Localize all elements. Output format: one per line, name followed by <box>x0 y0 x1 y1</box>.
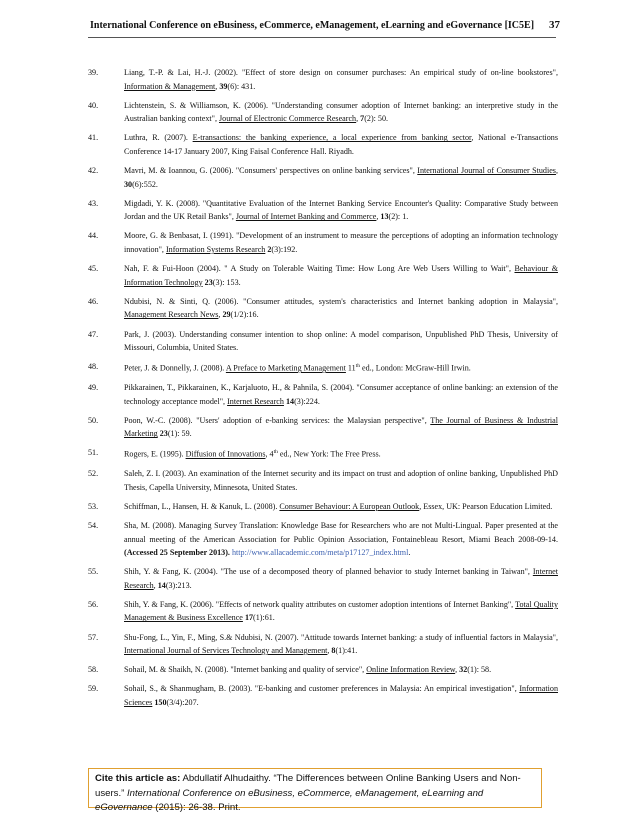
reference-list <box>88 66 558 715</box>
reference-number: 39. <box>88 68 99 77</box>
reference-item: 43. Migdadi, Y. K. (2008). "Quantitative Evaluation of the Internet Banking Service Encounter's Quality: Comparative Study between Jordan and the UK Retail Banks", Journal of Internet Banking and Commerce, 13(2): 1. <box>88 198 558 222</box>
citation-box <box>88 768 542 813</box>
citation-venue: International Conference on eBusiness, eCommerce, eManagement, eLearning and eGovernance <box>95 787 484 813</box>
reference-item: 46. Ndubisi, N. & Sinti, Q. (2006). "Consumer attitudes, system's characteristics and Internet banking adoption in Malaysia", Management Research News, 29(1/2):16. <box>88 296 558 320</box>
volume: 30 <box>124 179 133 189</box>
reference-item: 50. Poon, W.-C. (2008). "Users' adoption of e-banking services: the Malaysian perspective", The Journal of Business & Industrial Marketing 23(1): 59. <box>88 415 558 439</box>
citation-pages: (2015): 26-38. Print. <box>152 802 241 813</box>
reference-item: 53. Schiffman, L., Hansen, H. & Kanuk, L. (2008). Consumer Behaviour: A European Outlook, Essex, UK: Pearson Education Limited. <box>88 500 558 514</box>
reference-number: 47. <box>88 329 99 339</box>
volume: 14 <box>157 580 166 590</box>
book-title: Consumer Behaviour: A European Outlook <box>279 501 420 511</box>
journal-title: Online Information Review <box>366 665 456 675</box>
journal-title: Journal of Electronic Commerce Research <box>219 114 357 124</box>
book-title: Diffusion of Innovations <box>185 450 266 460</box>
reference-number: 56. <box>88 599 99 609</box>
page-number: 37 <box>549 19 560 31</box>
reference-item: 56. Shih, Y. & Fang, K. (2006). "Effects of network quality attributes on customer adoption intentions of Internet Banking", Total Quality Management & Business Excellence 17(1):61. <box>88 599 558 623</box>
reference-item: 44. Moore, G. & Benbasat, I. (1991). "Development of an instrument to measure the perceptions of adopting an information technology innovation", Information Systems Research 2(3):192. <box>88 231 558 255</box>
volume: 2 <box>267 245 272 255</box>
volume: 23 <box>159 429 168 439</box>
journal-title: International Journal of Services Technology and Management <box>124 646 328 656</box>
journal-title: Internet Research <box>227 396 284 406</box>
book-title: A Preface to Marketing Management <box>225 363 346 373</box>
reference-item: 40. Lichtenstein, S. & Williamson, K. (2006). "Understanding consumer adoption of Internet banking: an interpretive study in the Australian banking context", Journal of Electronic Commerce Research, 7(2): 50. <box>88 100 558 124</box>
volume: 29 <box>222 310 231 320</box>
reference-number: 57. <box>88 632 99 642</box>
reference-item: 58. Sohail, M. & Shaikh, N. (2008). "Internet banking and quality of service", Online Information Review, 32(1): 58. <box>88 663 558 677</box>
journal-title: Information Sciences <box>124 684 558 707</box>
journal-title: Behaviour & Information Technology <box>124 264 558 287</box>
page-header <box>90 20 560 36</box>
volume: 32 <box>459 665 468 675</box>
reference-number: 52. <box>88 469 99 479</box>
reference-item: 39. Liang, T.-P. & Lai, H.-J. (2002). "Effect of store design on consumer purchases: An empirical study of on-line bookstores", Information & Management, 39(6): 431. <box>88 68 558 91</box>
reference-number: 58. <box>88 665 99 675</box>
reference-item: 41. Luthra, R. (2007). E-transactions: the banking experience, a local experience from banking sector, National e-Transactions Conference 14-17 January 2007, King Faisal Conference Hall. Riyadh. <box>88 133 558 156</box>
volume: 23 <box>204 277 213 287</box>
journal-title: The Journal of Business & Industrial Marketing <box>124 415 558 439</box>
reference-item: 54. Sha, M. (2008). Managing Survey Translation: Knowledge Base for Researchers who are not Multi-Lingual. Paper presented at the annual meeting of the American Association for Public Opinion Association, Fontainebleau Resort, Miami Beach 2008-09-14. (Accessed 25 September 2013). http://www.allacademic.com/meta/p17127_index.html. <box>88 520 558 558</box>
reference-item: 59. Sohail, S., & Shanmugham, B. (2003). "E-banking and customer preferences in Malaysia: An empirical investigation", Information Sciences 150(3/4):207. <box>88 684 558 707</box>
reference-item: 48. Peter, J. & Donnelly, J. (2008). A Preface to Marketing Management 11th ed., London: McGraw-Hill Irwin. <box>88 362 471 373</box>
reference-number: 50. <box>88 415 99 425</box>
volume: 7 <box>360 114 365 124</box>
reference-item: 51. Rogers, E. (1995). Diffusion of Innovations, 4th ed., New York: The Free Press. <box>88 448 381 460</box>
header-title: International Conference on eBusiness, eCommerce, eManagement, eLearning and eGovernance [IC5E] <box>90 20 535 31</box>
reference-number: 46. <box>88 296 99 306</box>
reference-item: 57. Shu-Fong, L., Yin, F., Ming, S.& Ndubisi, N. (2007). "Attitude towards Internet banking: a study of influential factors in Malaysia", International Journal of Services Technology and Management, 8(1):41. <box>88 632 558 656</box>
reference-link[interactable]: http://www.allacademic.com/meta/p17127_index.html <box>231 548 409 558</box>
reference-item: 45. Nah, F. & Fui-Hoon (2004). " A Study on Tolerable Waiting Time: How Long Are Web Users Willing to Wait", Behaviour & Information Technology 23(3): 153. <box>88 264 558 287</box>
reference-item: 52. Saleh, Z. I. (2003). An examination of the Internet security and its impact on trust and adoption of online banking, Unpublished PhD Thesis, Capella University, Minnesota, United States. <box>88 469 558 492</box>
journal-title: Information Systems Research <box>165 245 266 255</box>
reference-number: 51. <box>88 448 99 458</box>
journal-title: Total Quality Management & Business Excellence <box>124 599 558 623</box>
reference-number: 48. <box>88 362 99 372</box>
volume: 150 <box>154 697 167 707</box>
reference-item: 42. Mavri, M. & Ioannou, G. (2006). "Consumers' perspectives on online banking services", International Journal of Consumer Studies, 30(6):552. <box>88 166 558 189</box>
volume: 17 <box>244 613 254 623</box>
reference-item: 49. Pikkarainen, T., Pikkarainen, K., Karjaluoto, H., & Pahnila, S. (2004). "Consumer acceptance of online banking: an extension of the technology acceptance model", Internet Research 14(3):224. <box>88 382 558 406</box>
citation-label: Cite this article as: <box>95 773 181 784</box>
journal-title: Information & Management <box>124 81 216 91</box>
reference-number: 44. <box>88 231 99 241</box>
journal-title: Internet Research <box>124 567 558 590</box>
reference-number: 45. <box>88 264 99 274</box>
reference-number: 54. <box>88 520 99 530</box>
accessed-date: (Accessed 25 September 2013). <box>124 548 230 558</box>
journal-title: Journal of Internet Banking and Commerce <box>235 212 377 222</box>
work-title: E-transactions: the banking experience, a local experience from banking sector <box>192 133 472 143</box>
volume: 14 <box>285 396 295 406</box>
volume: 13 <box>380 212 389 222</box>
volume: 39 <box>219 81 228 91</box>
reference-number: 53. <box>88 501 99 511</box>
reference-number: 59. <box>88 684 99 694</box>
reference-number: 49. <box>88 382 99 392</box>
reference-number: 42. <box>88 166 99 176</box>
reference-number: 55. <box>88 567 99 577</box>
header-divider <box>88 37 556 38</box>
reference-item: 55. Shih, Y. & Fang, K. (2004). "The use of a decomposed theory of planned behavior to study Internet banking in Taiwan", Internet Research, 14(3):213. <box>88 567 558 590</box>
citation-authors: Abdullatif Alhudaithy. “The Differences between Online Banking Users and Non-users.” <box>95 773 521 799</box>
reference-number: 40. <box>88 100 99 110</box>
reference-number: 41. <box>88 133 99 143</box>
volume: 8 <box>331 646 336 656</box>
reference-number: 43. <box>88 198 99 208</box>
reference-item: 47. Park, J. (2003). Understanding consumer intention to shop online: A model comparison, Unpublished PhD Thesis, University of Missouri, Columbia, United States. <box>88 329 558 353</box>
journal-title: International Journal of Consumer Studies <box>417 166 556 176</box>
journal-title: Management Research News <box>124 310 219 320</box>
